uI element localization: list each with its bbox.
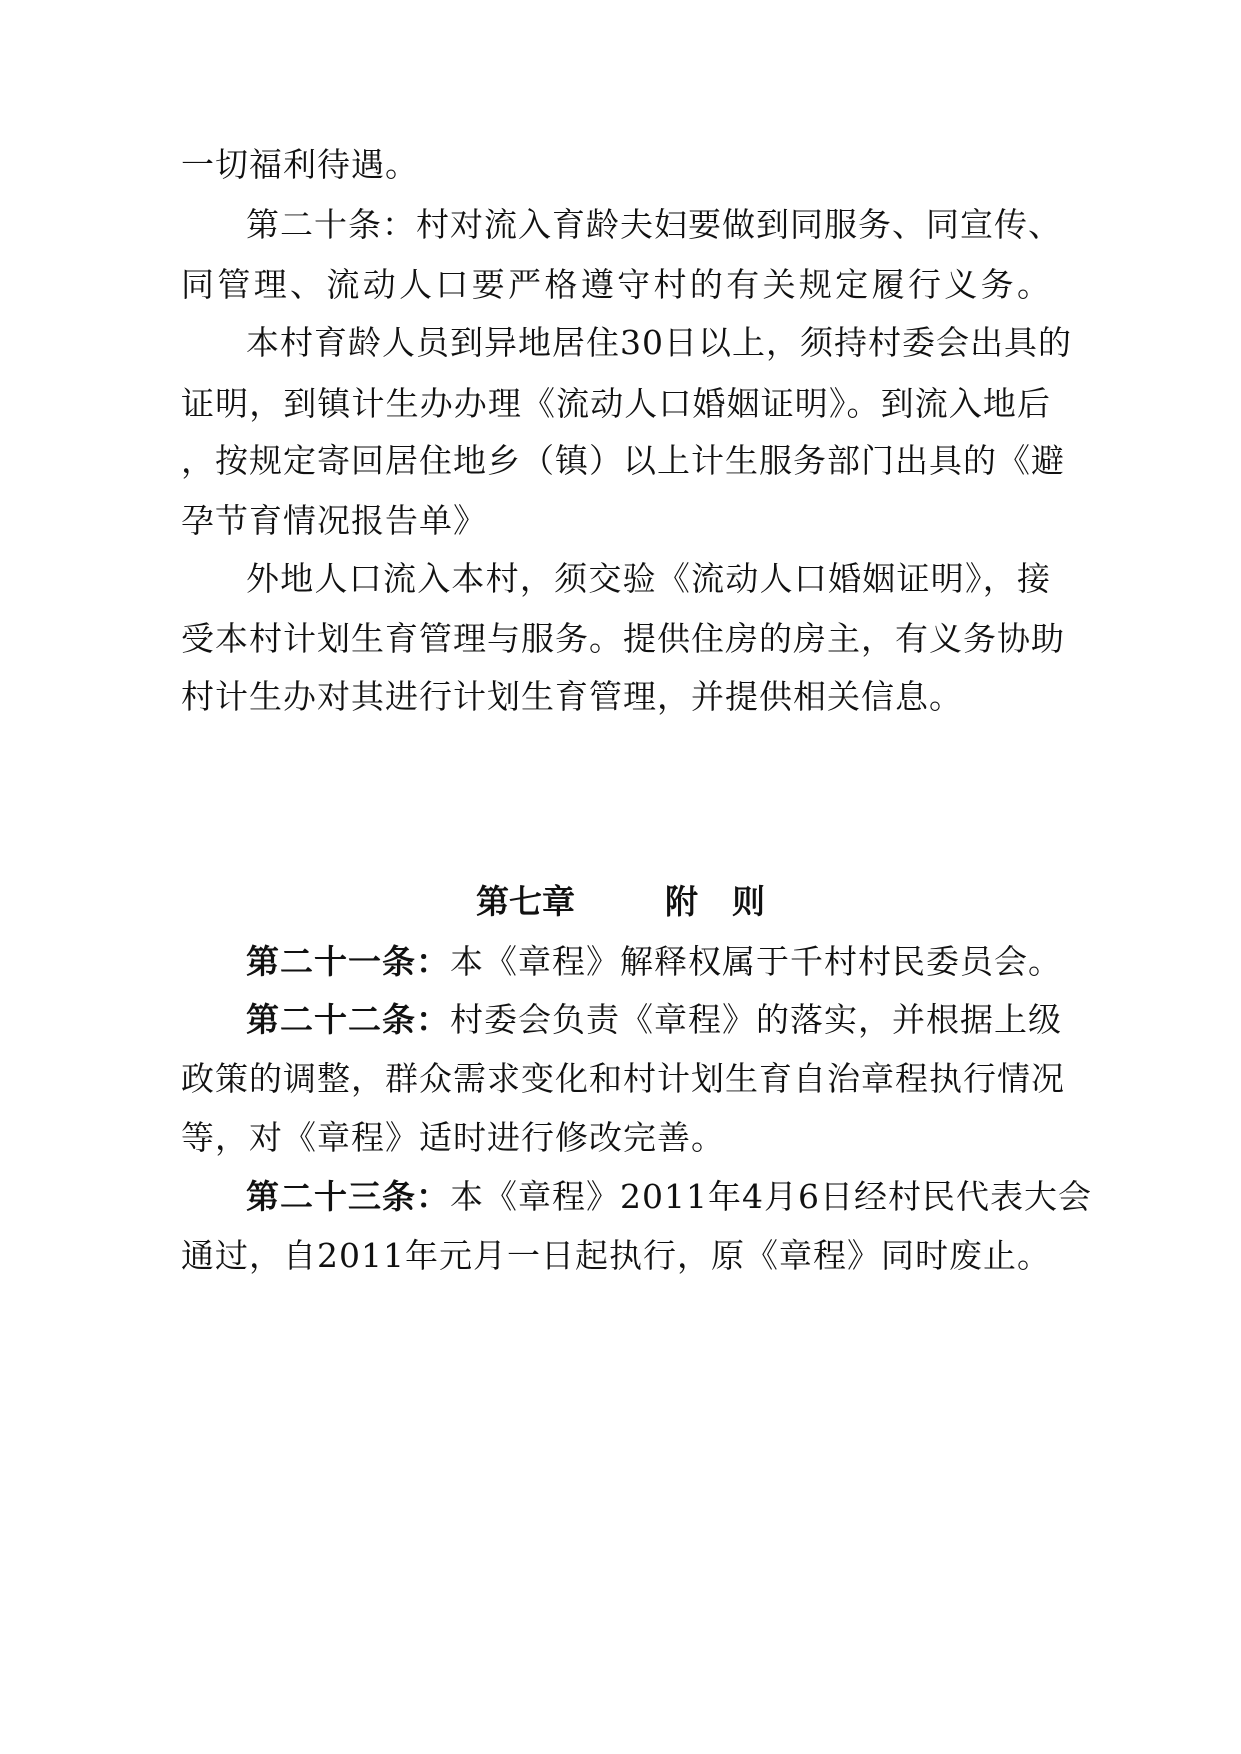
article-22-continuation: 等，对《章程》适时进行修改完善。 bbox=[181, 1118, 725, 1157]
chapter-heading bbox=[0, 882, 1241, 922]
paragraph-line: 证明，到镇计生办办理《流动人口婚姻证明》。到流入地后 bbox=[181, 384, 1051, 423]
paragraph-line: 外地人口流入本村，须交验《流动人口婚姻证明》，接 bbox=[246, 559, 1051, 598]
paragraph-line: 一切福利待遇。 bbox=[181, 145, 419, 184]
article-23-continuation: 通过，自2011年元月一日起执行，原《章程》同时废止。 bbox=[181, 1236, 1051, 1275]
article-text: 本《章程》解释权属于千村村民委员会。 bbox=[450, 942, 1062, 981]
paragraph-line: 本村育龄人员到异地居住30日以上，须持村委会出具的 bbox=[246, 323, 1072, 362]
chapter-number: 第七章 bbox=[476, 882, 575, 921]
article-22-continuation: 政策的调整，群众需求变化和村计划生育自治章程执行情况 bbox=[181, 1059, 1065, 1098]
article-label: 第二十一条： bbox=[246, 942, 450, 981]
article-label: 第二十二条： bbox=[246, 1000, 450, 1039]
article-text: 本《章程》2011年4月6日经村民代表大会 bbox=[450, 1177, 1092, 1216]
article-23 bbox=[246, 1177, 1092, 1217]
article-22 bbox=[246, 1000, 1062, 1040]
article-20-line-1: 第二十条：村对流入育龄夫妇要做到同服务、同宣传、 bbox=[246, 205, 1062, 244]
paragraph-line: ，按规定寄回居住地乡（镇）以上计生服务部门出具的《避 bbox=[181, 441, 1065, 480]
paragraph-line: 村计生办对其进行计划生育管理，并提供相关信息。 bbox=[181, 677, 963, 716]
paragraph-line: 受本村计划生育管理与服务。提供住房的房主，有义务协助 bbox=[181, 619, 1065, 658]
chapter-title-part-1: 附 bbox=[665, 882, 698, 921]
article-text: 村委会负责《章程》的落实，并根据上级 bbox=[450, 1000, 1062, 1039]
article-label: 第二十三条： bbox=[246, 1177, 450, 1216]
article-21 bbox=[246, 942, 1062, 982]
article-20-line-2: 同管理、流动人口要严格遵守村的有关规定履行义务。 bbox=[181, 265, 1051, 304]
chapter-title-part-2: 则 bbox=[732, 882, 765, 921]
paragraph-line: 孕节育情况报告单》 bbox=[181, 501, 487, 540]
